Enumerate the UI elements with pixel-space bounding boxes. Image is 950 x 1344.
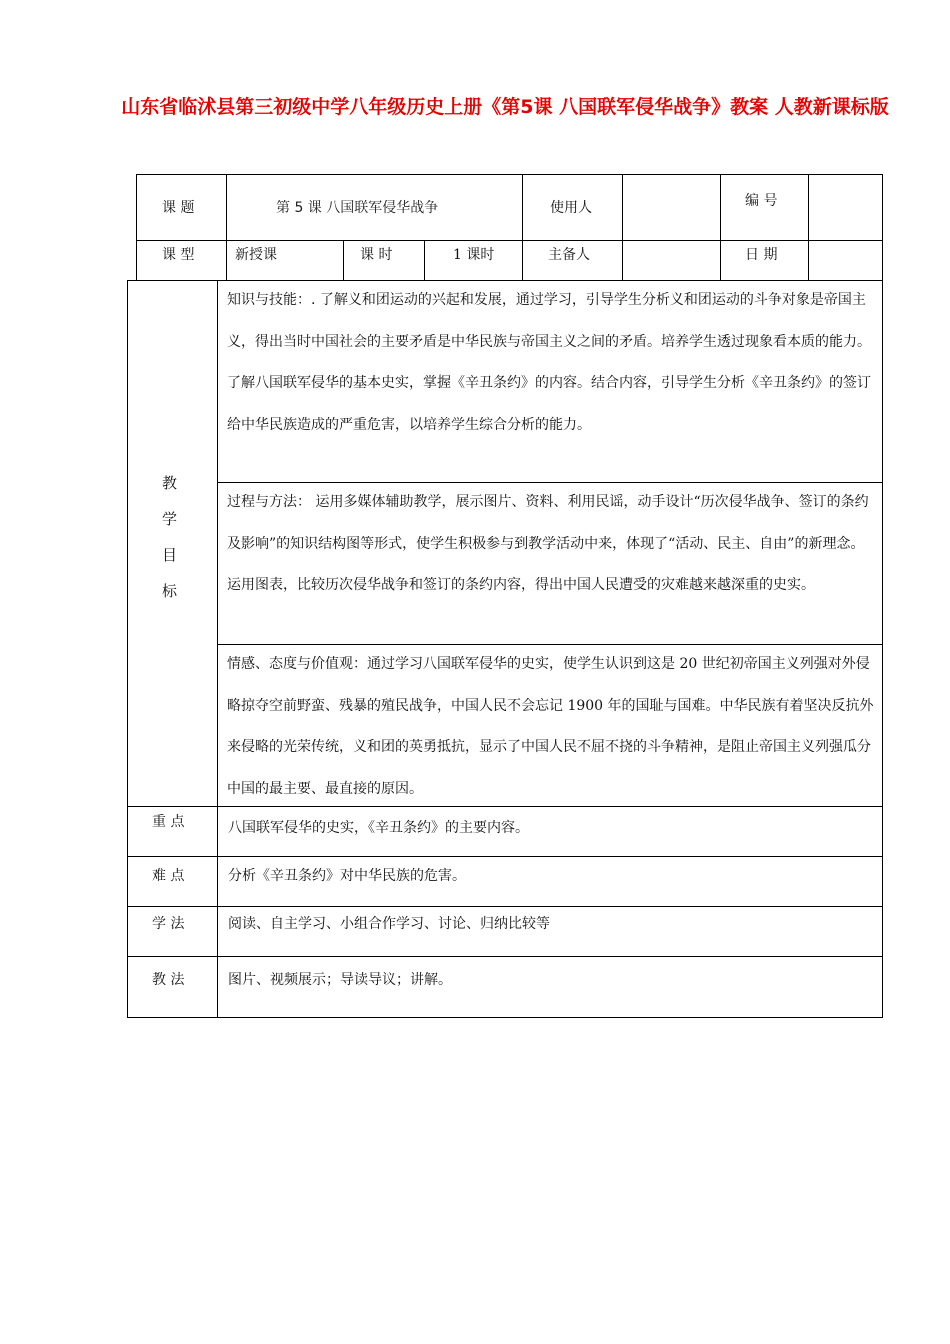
topic-value: 第 5 课 八国联军侵华战争 [276,200,439,216]
objective-process: 过程与方法： 运用多媒体辅助教学，展示图片、资料、利用民谣，动手设计“历次侵华战争、签订的条约及影响”的知识结构图等形式，使学生积极参与到教学活动中来，体现了“活动、民主、自由”的新理念。运用图表，比较历次侵华战争和签订的条约内容，得出中国人民遭受的灾难越来越深重的史实。 [227,494,869,593]
row-value-difficulties: 分析《辛丑条约》对中华民族的危害。 [228,868,466,884]
type-value: 新授课 [235,247,277,263]
topic-label: 课 题 [162,200,195,216]
objective-emotion: 情感、态度与价值观：通过学习八国联军侵华的史实，使学生认识到这是 20 世纪初帝国主义列强对外侵略掠夺空前野蛮、残暴的殖民战争，中国人民不会忘记 1900 年的国耻与国难。中华民族有着坚决反抗外来侵略的光荣传统，义和团的英勇抵抗，显示了中国人民不屈不挠的斗争精神，是阻止帝国主义列强瓜分中国的最主要、最直接的原因。 [227,656,874,797]
objective-knowledge: 知识与技能：. 了解义和团运动的兴起和发展，通过学习，引导学生分析义和团运动的斗争对象是帝国主义，得出当时中国社会的主要矛盾是中华民族与帝国主义之间的矛盾。培养学生透过现象看本质的能力。了解八国联军侵华的基本史实，掌握《辛丑条约》的内容。结合内容，引导学生分析《辛丑条约》的签订给中华民族造成的严重危害，以培养学生综合分析的能力。 [227,292,871,433]
user-label: 使用人 [550,200,592,216]
row-label-difficulties: 难 点 [152,868,185,884]
objectives-label-char: 目 [162,546,178,564]
objectives-label-char: 教 [162,474,178,492]
objectives-label-char: 标 [162,582,178,600]
row-value-learning-method: 阅读、自主学习、小组合作学习、讨论、归纳比较等 [228,916,550,932]
author-label: 主备人 [548,247,590,263]
row-label-learning-method: 学 法 [152,916,185,932]
date-label: 日 期 [745,247,778,263]
document-title: 山东省临沭县第三初级中学八年级历史上册《第5课 八国联军侵华战争》教案 人教新课标版 [121,96,889,118]
type-label: 课 型 [162,247,195,263]
hours-value: 1 课时 [453,247,495,263]
row-value-key-points: 八国联军侵华的史实，《辛丑条约》的主要内容。 [228,820,529,836]
row-label-teaching-method: 教 法 [152,972,185,988]
objectives-label-char: 学 [162,510,178,528]
row-value-teaching-method: 图片、视频展示；导读导议；讲解。 [228,972,452,988]
hours-label: 课 时 [360,247,393,263]
number-label: 编 号 [745,193,778,209]
row-label-key-points: 重 点 [152,814,185,830]
